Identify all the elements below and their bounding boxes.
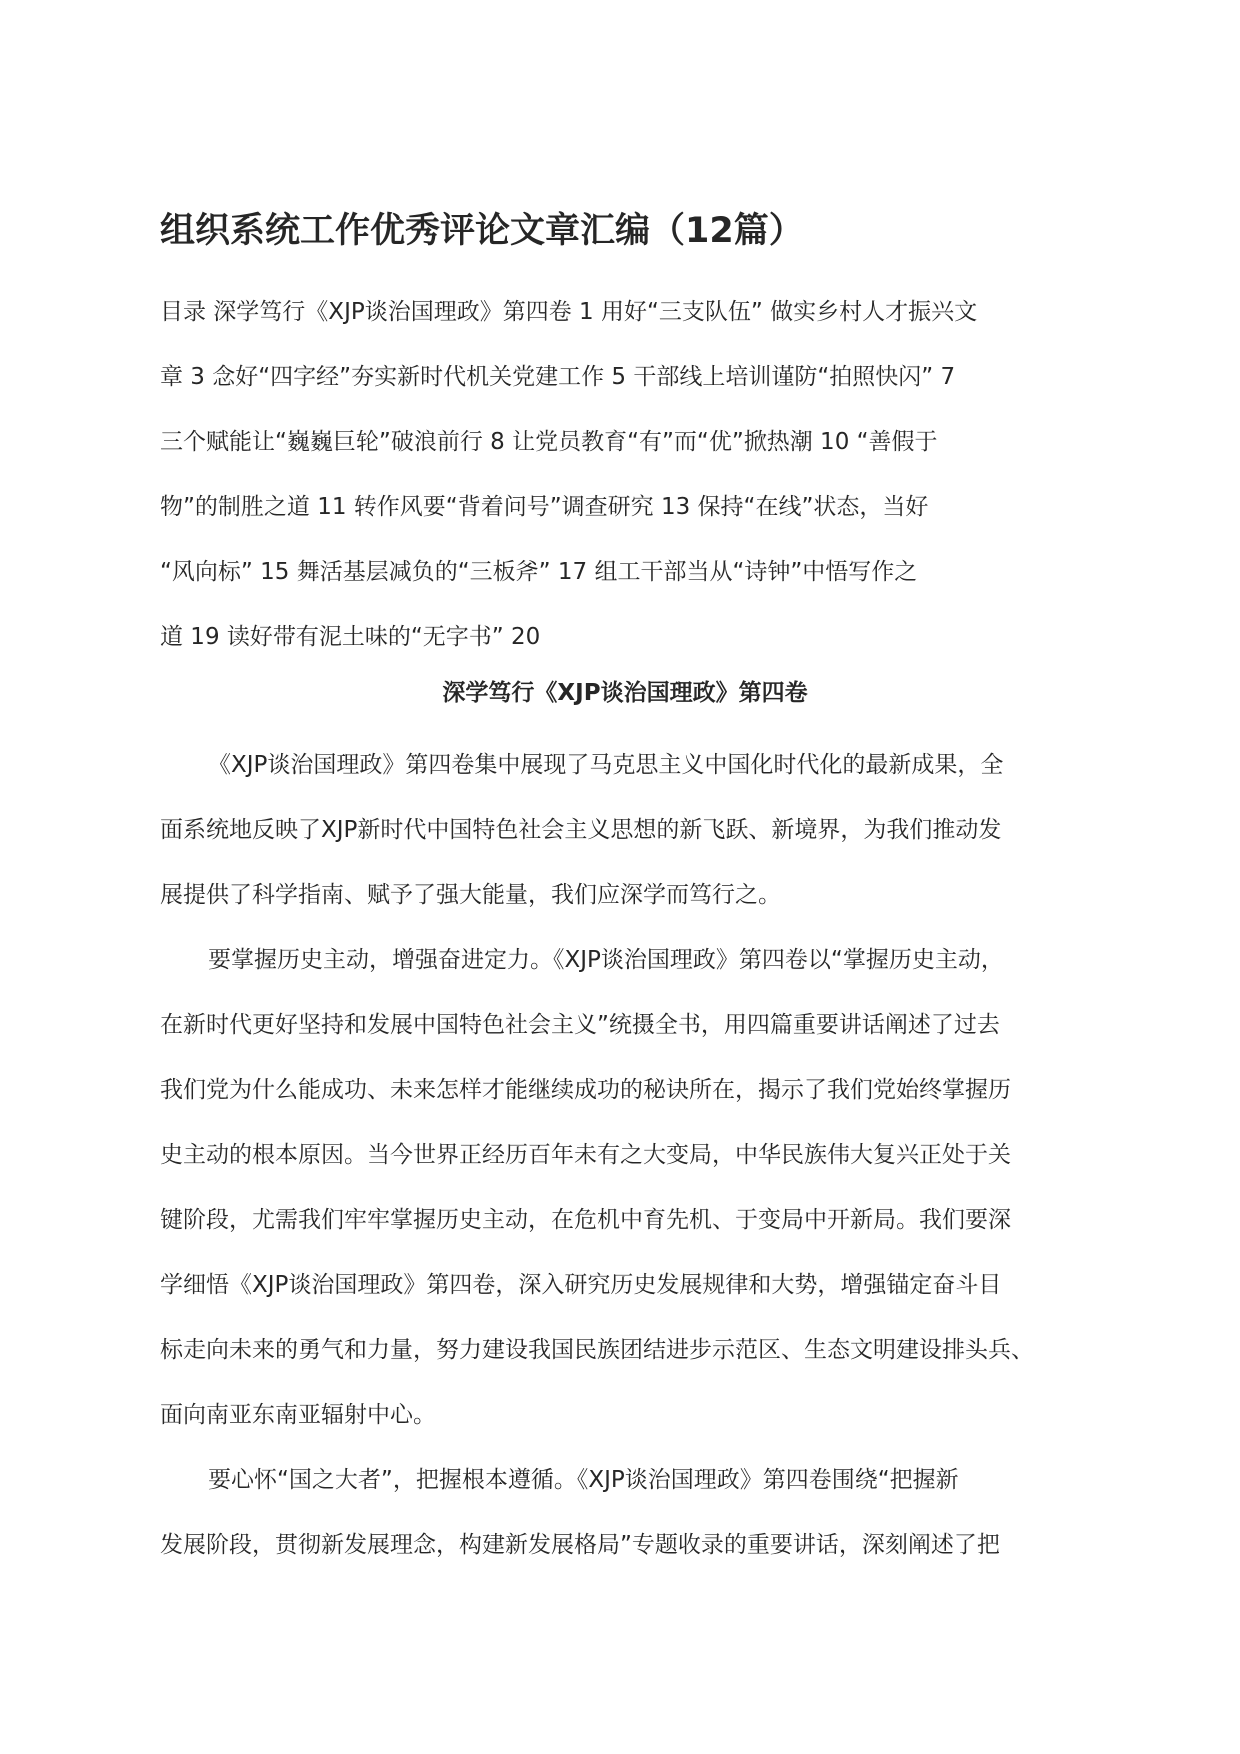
paragraph-line: 发展阶段，贯彻新发展理念，构建新发展格局”专题收录的重要讲话，深刻阐述了把 (160, 1532, 1000, 1558)
toc-line: “风向标” 15 舞活基层减负的“三板斧” 17 组工干部当从“诗钟”中悟写作之 (160, 559, 918, 585)
article-body (160, 733, 1100, 1578)
paragraph-line: 学细悟《XJP谈治国理政》第四卷，深入研究历史发展规律和大势，增强锚定奋斗目 (160, 1272, 1002, 1298)
toc-line: 章 3 念好“四字经”夯实新时代机关党建工作 5 干部线上培训谨防“拍照快闪” 7 (160, 364, 956, 390)
paragraph-line: 要掌握历史主动，增强奋进定力。《XJP谈治国理政》第四卷以“掌握历史主动， (208, 947, 1004, 973)
paragraph-line: 要心怀“国之大者”，把握根本遵循。《XJP谈治国理政》第四卷围绕“把握新 (208, 1467, 959, 1493)
toc-line: 道 19 读好带有泥土味的“无字书” 20 (160, 624, 541, 650)
paragraph-line: 面系统地反映了XJP新时代中国特色社会主义思想的新飞跃、新境界，为我们推动发 (160, 817, 1002, 843)
toc-line: 目录 深学笃行《XJP谈治国理政》第四卷 1 用好“三支队伍” 做实乡村人才振兴文 (160, 299, 978, 325)
paragraph-line: 史主动的根本原因。当今世界正经历百年未有之大变局，中华民族伟大复兴正处于关 (160, 1142, 1011, 1168)
paragraph-line: 我们党为什么能成功、未来怎样才能继续成功的秘诀所在，揭示了我们党始终掌握历 (160, 1077, 1011, 1103)
paragraph-line: 展提供了科学指南、赋予了强大能量，我们应深学而笃行之。 (160, 882, 781, 908)
table-of-contents (160, 280, 1100, 670)
paragraph-line: 在新时代更好坚持和发展中国特色社会主义”统摄全书，用四篇重要讲话阐述了过去 (160, 1012, 1000, 1038)
paragraph-line: 《XJP谈治国理政》第四卷集中展现了马克思主义中国化时代化的最新成果，全 (208, 752, 1004, 778)
toc-line: 物”的制胜之道 11 转作风要“背着问号”调查研究 13 保持“在线”状态，当好 (160, 494, 929, 520)
section-title: 深学笃行《XJP谈治国理政》第四卷 (442, 680, 808, 706)
paragraph-line: 标走向未来的勇气和力量，努力建设我国民族团结进步示范区、生态文明建设排头兵、 (160, 1337, 1034, 1363)
toc-line: 三个赋能让“巍巍巨轮”破浪前行 8 让党员教育“有”而“优”掀热潮 10 “善假于 (160, 429, 938, 455)
document-title: 组织系统工作优秀评论文章汇编（12篇） (160, 211, 804, 251)
paragraph-line: 面向南亚东南亚辐射中心。 (160, 1402, 436, 1428)
paragraph-line: 键阶段，尤需我们牢牢掌握历史主动，在危机中育先机、于变局中开新局。我们要深 (160, 1207, 1011, 1233)
